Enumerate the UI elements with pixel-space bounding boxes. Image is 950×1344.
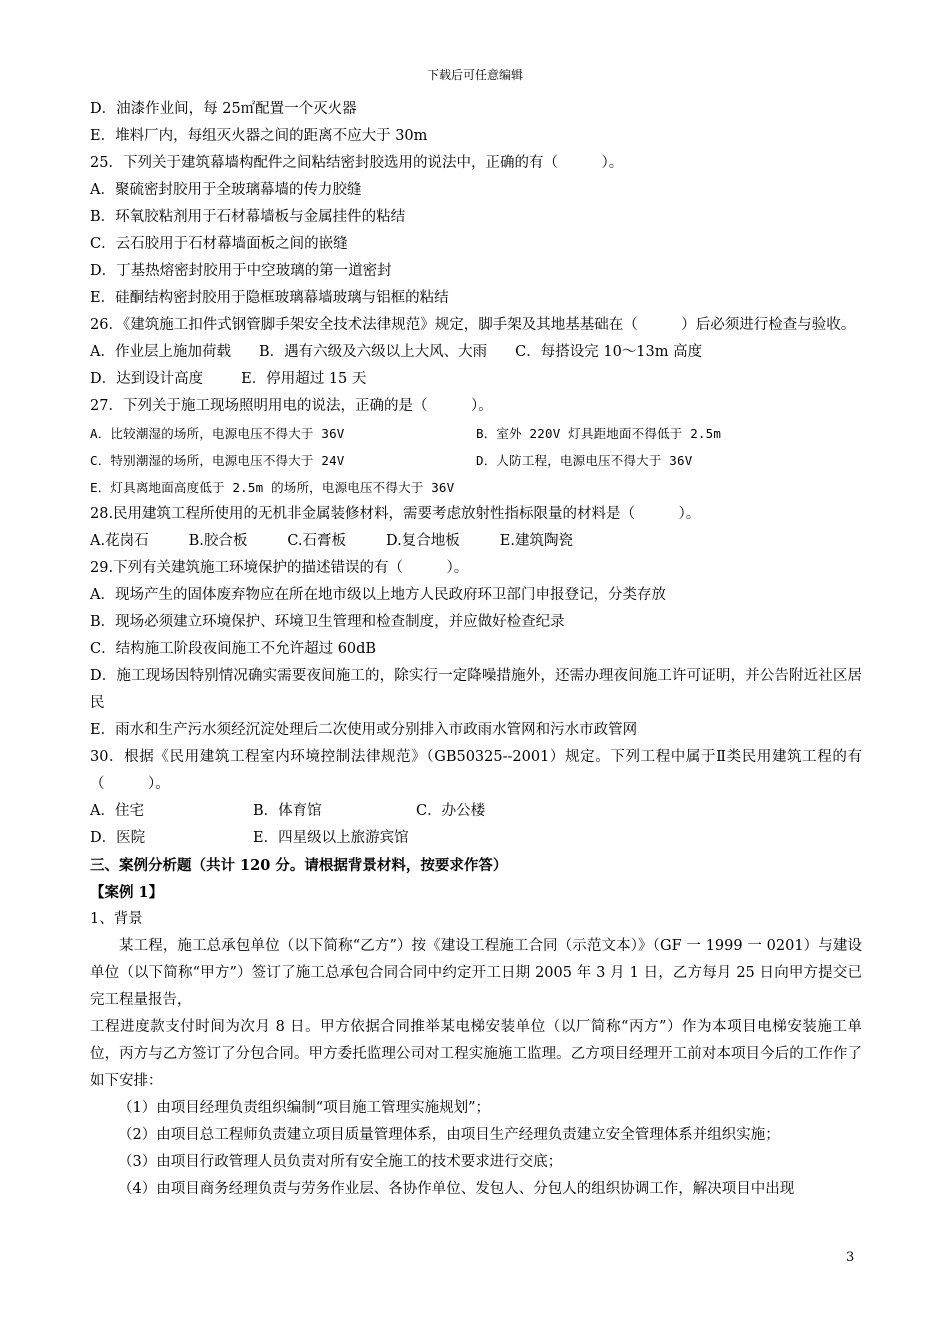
section-heading: 三、案例分析题（共计 120 分。请根据背景材料，按要求作答） [90, 857, 508, 874]
question-29: 29.下列有关建筑施工环境保护的描述错误的有（ ）。 [90, 560, 469, 576]
option-row [90, 366, 862, 393]
option: E．四星级以上旅游宾馆 [253, 830, 409, 846]
list-item: （3）由项目行政管理人员负责对所有安全施工的技术要求进行交底； [118, 1154, 563, 1170]
option-row [90, 825, 862, 852]
question-30: 30．根据《民用建筑工程室内环境控制法律规范》（GB50325--2001）规定。下列工程中属于Ⅱ类民用建筑工程的有（ ）。 [90, 749, 862, 792]
option-line: B．现场必须建立环境保护、环境卫生管理和检查制度，并应做好检查纪录 [90, 614, 565, 630]
option-line: E．灯具离地面高度低于 2.5m 的场所，电源电压不得大于 36V [90, 480, 455, 495]
option: A．作业层上施加荷载 [90, 344, 231, 360]
option-line: A．现场产生的固体废弃物应在所在地市级以上地方人民政府环卫部门申报登记，分类存放 [90, 587, 666, 603]
option: B．室外 220V 灯具距地面不得低于 2.5m [476, 426, 722, 441]
option: E．停用超过 15 天 [241, 371, 367, 387]
option: A．住宅 [90, 803, 144, 819]
option: D．人防工程，电源电压不得大于 36V [476, 453, 693, 468]
option: C．办公楼 [416, 803, 486, 819]
document-body [90, 96, 862, 1203]
page-number: 3 [846, 1250, 855, 1265]
option: B.胶合板 [188, 533, 248, 549]
option-line: B．环氧胶粘剂用于石材幕墙板与金属挂件的粘结 [90, 209, 406, 225]
option-row [90, 420, 862, 447]
option-row [90, 339, 862, 366]
list-item: （2）由项目总工程师负责建立项目质量管理体系，由项目生产经理负责建立安全管理体系并组织实施； [118, 1127, 780, 1143]
option-row [90, 447, 862, 474]
option-line: C．结构施工阶段夜间施工不允许超过 60dB [90, 641, 377, 657]
option: B．遇有六级及六级以上大风、大雨 [258, 344, 488, 360]
question-28: 28.民用建筑工程所使用的无机非金属装修材料，需要考虑放射性指标限量的材料是（ ）。 [90, 506, 701, 522]
option-line: E．硅酮结构密封胶用于隐框玻璃幕墙玻璃与铝框的粘结 [90, 290, 449, 306]
option-line: D．丁基热熔密封胶用于中空玻璃的第一道密封 [90, 263, 392, 279]
question-27: 27．下列关于施工现场照明用电的说法，正确的是（ ）。 [90, 398, 493, 414]
option-row [90, 798, 862, 825]
sub-heading: 1、背景 [90, 911, 143, 927]
option-line: E．雨水和生产污水须经沉淀处理后二次使用或分别排入市政雨水管网和污水市政管网 [90, 722, 638, 738]
option-line: C．云石胶用于石材幕墙面板之间的嵌缝 [90, 236, 348, 252]
option-line: A．聚硫密封胶用于全玻璃幕墙的传力胶缝 [90, 182, 362, 198]
question-25: 25．下列关于建筑幕墙构配件之间粘结密封胶选用的说法中，正确的有（ ）。 [90, 155, 624, 171]
option: A.花岗石 [90, 533, 149, 549]
page-header: 下载后可任意编辑 [426, 68, 523, 82]
option: C.石膏板 [287, 533, 347, 549]
option: A．比较潮湿的场所，电源电压不得大于 36V [90, 426, 345, 441]
option-row [90, 528, 862, 555]
option-line: D．施工现场因特别情况确实需要夜间施工的，除实行一定降噪措施外，还需办理夜间施工许可证明，并公告附近社区居民 [90, 668, 862, 711]
option-line: D．油漆作业间，每 25㎡配置一个灭火器 [90, 101, 357, 117]
paragraph: 工程进度款支付时间为次月 8 日。甲方依据合同推举某电梯安装单位（以厂简称“丙方”）作为本项目电梯安装施工单位，丙方与乙方签订了分包合同。甲方委托监理公司对工程实施施工监理。乙方项目经理开工前对本项目今后的工作作了如下安排： [90, 1019, 862, 1089]
list-item: （1）由项目经理负责组织编制“项目施工管理实施规划”； [118, 1100, 491, 1116]
list-item: （4）由项目商务经理负责与劳务作业层、各协作单位、发包人、分包人的组织协调工作，解决项目中出现 [118, 1181, 795, 1197]
question-26: 26．《建筑施工扣件式钢管脚手架安全技术法律规范》规定，脚手架及其地基基础在（ ）后必须进行检查与验收。 [90, 317, 856, 333]
option: D.复合地板 [386, 533, 460, 549]
option: D．医院 [90, 830, 146, 846]
option: C．每搭设完 10～13m 高度 [515, 344, 703, 360]
option: B．体育馆 [253, 803, 322, 819]
case-heading: 【案例 1】 [90, 884, 164, 901]
option: D．达到设计高度 [90, 371, 204, 387]
option: C．特别潮湿的场所，电源电压不得大于 24V [90, 453, 345, 468]
option: E.建筑陶瓷 [499, 533, 573, 549]
option-line: E．堆料厂内，每组灭火器之间的距离不应大于 30m [90, 128, 428, 144]
paragraph: 某工程，施工总承包单位（以下简称“乙方”）按《建设工程施工合同（示范文本）》（GF 一 1999 一 0201）与建设单位（以下简称“甲方”）签订了施工总承包合同合同中约定开工日期 2005 年 3 月 1 日，乙方每月 25 日向甲方提交已完工程量报告， [90, 938, 862, 1008]
